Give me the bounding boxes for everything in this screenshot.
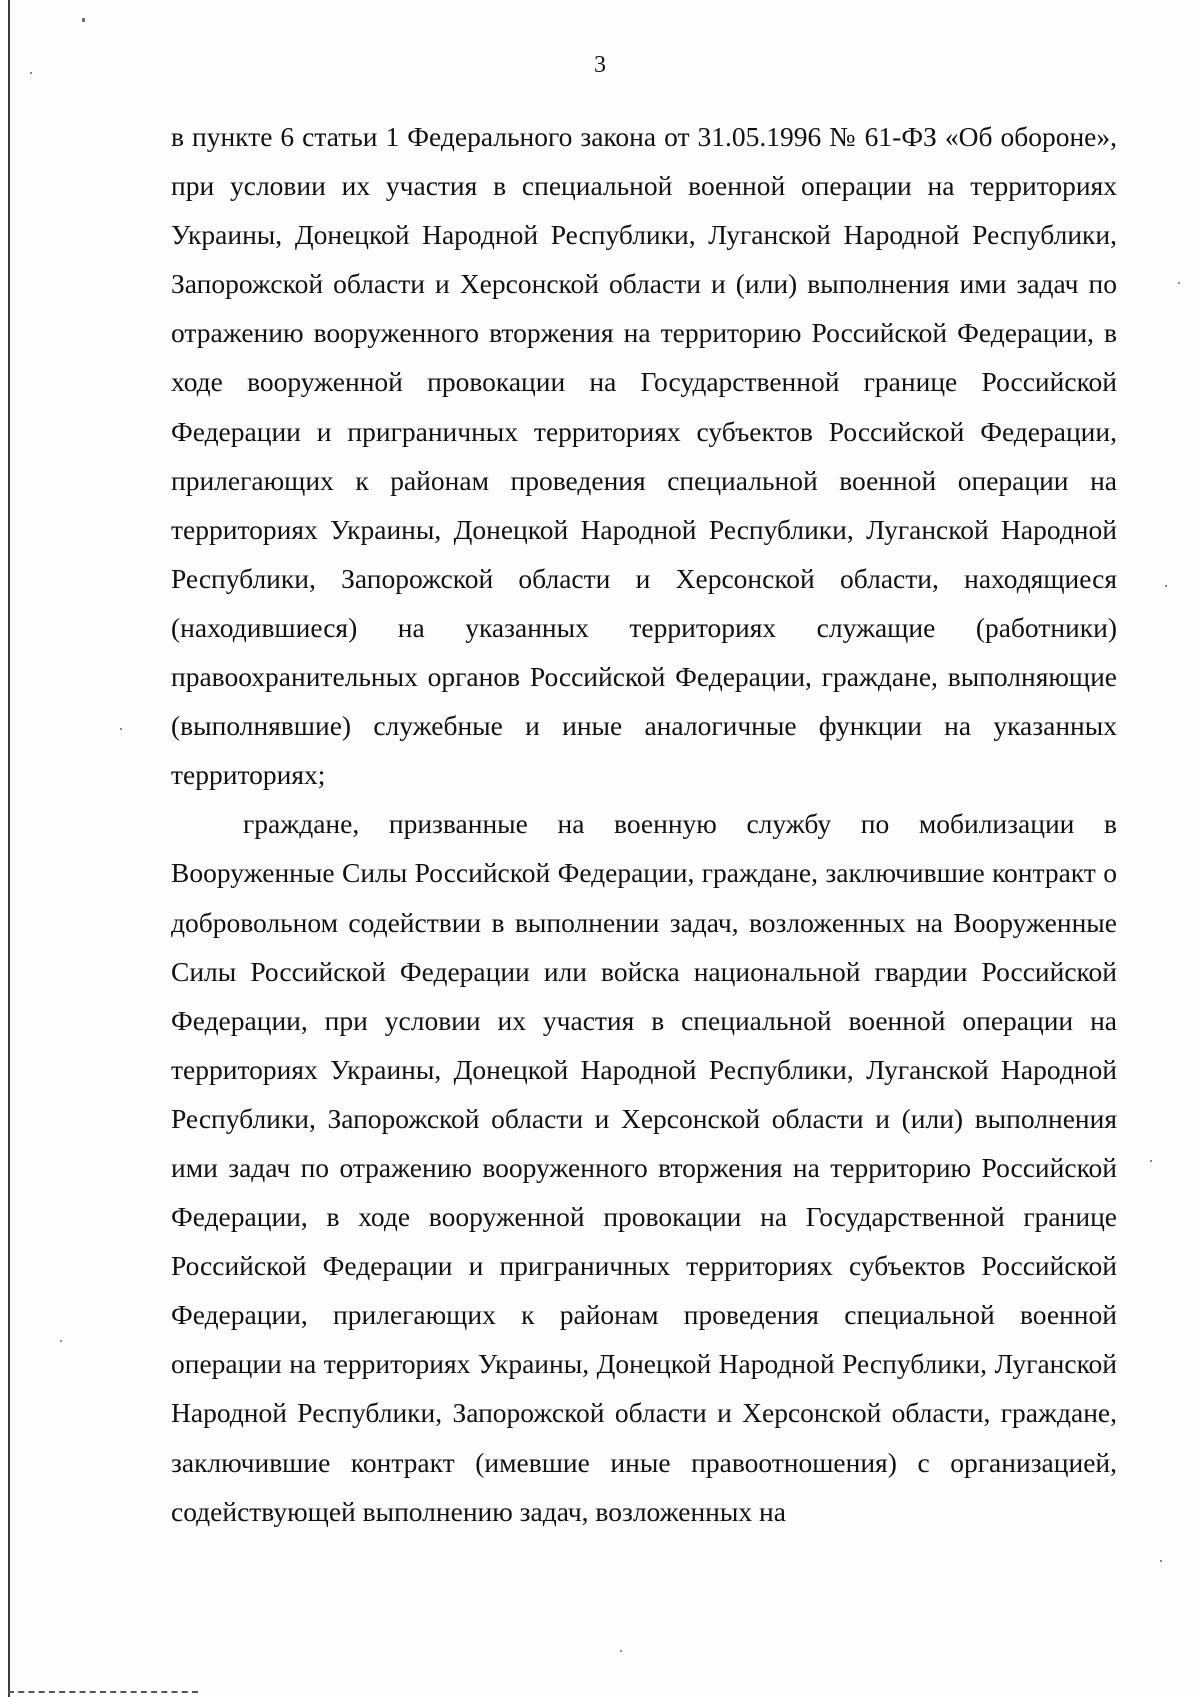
page-number: 3 [594, 52, 606, 78]
scan-speck [1160, 1560, 1162, 1562]
scan-speck [30, 72, 32, 74]
scan-speck [1165, 585, 1167, 587]
paragraph-1: в пункте 6 статьи 1 Федерального закона от 31.05.1996 № 61-ФЗ «Об обороне», при условии их участия в специальной военной операции на территориях Украины, Донецкой Народной Республики, Луганской Народной Республики, Запорожской области и Херсонской области и (или) выполнения ими задач по отражению вооруженного вторжения на территорию Российской Федерации, в ходе вооруженной провокации на Государственной границе Российской Федерации и приграничных территориях субъектов Российской Федерации, прилегающих к районам проведения специальной военной операции на территориях Украины, Донецкой Народной Республики, Луганской Народной Республики, Запорожской области и Херсонской области, находящиеся (находившиеся) на указанных территориях служащие (работники) правоохранительных органов Российской Федерации, граждане, выполняющие (выполнявшие) служебные и иные аналогичные функции на указанных территориях; [171, 121, 1117, 791]
page-left-edge [8, 0, 10, 1697]
paragraph-2: граждане, призванные на военную службу по мобилизации в Вооруженные Силы Российской Федерации, граждане, заключившие контракт о добровольном содействии в выполнении задач, возложенных на Вооруженные Силы Российской Федерации или войска национальной гвардии Российской Федерации, при условии их участия в специальной военной операции на территориях Украины, Донецкой Народной Республики, Луганской Народной Республики, Запорожской области и Херсонской области и (или) выполнения ими задач по отражению вооруженного вторжения на территорию Российской Федерации, в ходе вооруженной провокации на Государственной границе Российской Федерации и приграничных территориях субъектов Российской Федерации, прилегающих к районам проведения специальной военной операции на территориях Украины, Донецкой Народной Республики, Луганской Народной Республики, Запорожской области и Херсонской области, граждане, заключившие контракт (имевшие иные правоотношения) с организацией, содействующей выполнению задач, возложенных на [171, 808, 1117, 1527]
scan-speck [1178, 282, 1180, 284]
page-bottom-edge [8, 1691, 198, 1693]
scan-speck [60, 1340, 62, 1342]
scan-speck [120, 728, 122, 730]
scan-speck [1150, 1160, 1152, 1162]
body-text [171, 112, 1117, 1536]
scan-speck [620, 1650, 622, 1652]
scan-speck [82, 18, 85, 22]
